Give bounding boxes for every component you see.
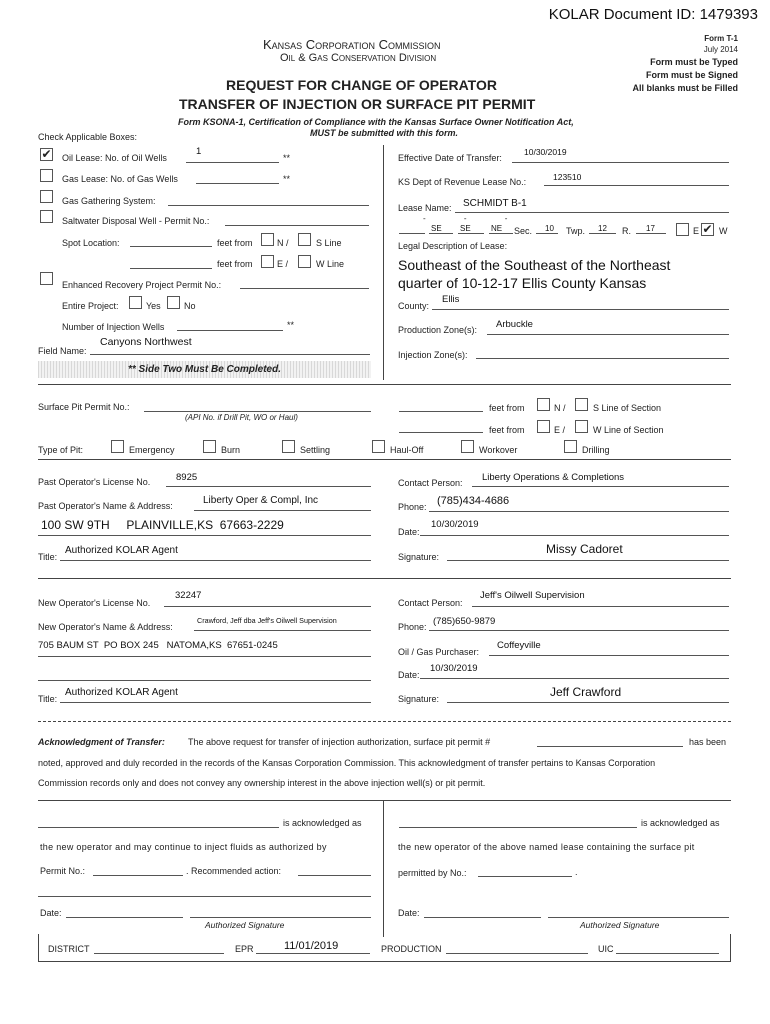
new-signature-value: Jeff Crawford xyxy=(550,685,622,699)
ack-right-date-field[interactable] xyxy=(424,917,541,918)
sec-value: 10 xyxy=(545,224,554,233)
lease-name-field[interactable] xyxy=(455,212,729,213)
past-name-value: Liberty Oper & Compl, Inc xyxy=(203,495,319,506)
ack-left-is-ack: is acknowledged as xyxy=(283,818,362,828)
requirement-signed: Form must be Signed xyxy=(645,70,738,80)
quarter-1-value: SE xyxy=(431,224,442,233)
epr-field[interactable] xyxy=(256,953,370,954)
new-purchaser-field[interactable] xyxy=(489,655,729,656)
gas-gathering-checkbox[interactable] xyxy=(40,190,53,203)
kolar-doc-id: KOLAR Document ID: 1479393 xyxy=(548,6,758,23)
past-contact-field[interactable] xyxy=(472,486,729,487)
spot-feet-from-1: feet from xyxy=(217,238,253,248)
past-signature-label: Signature: xyxy=(398,552,440,562)
new-date-label: Date: xyxy=(398,670,420,680)
past-contact-label: Contact Person: xyxy=(398,478,463,488)
field-name-value: Canyons Northwest xyxy=(100,336,192,348)
swd-checkbox[interactable] xyxy=(40,210,53,223)
epr-label: EPR xyxy=(235,944,254,954)
form-title-2: TRANSFER OF INJECTION OR SURFACE PIT PERMIT xyxy=(179,96,536,112)
requirement-filled: All blanks must be Filled xyxy=(632,83,738,93)
past-phone-field[interactable] xyxy=(429,511,729,512)
ack-left-permit-field[interactable] xyxy=(93,875,183,876)
twp-field[interactable] xyxy=(589,233,616,234)
spot-s-label: S Line xyxy=(316,238,342,248)
injection-wells-field[interactable] xyxy=(177,330,283,331)
gas-wells-star: ** xyxy=(283,174,291,184)
production-zone-value: Arbuckle xyxy=(496,319,533,330)
county-label: County: xyxy=(398,301,430,311)
past-name-field[interactable] xyxy=(194,510,371,511)
past-license-value: 8925 xyxy=(176,472,198,483)
form-number: Form T-1 xyxy=(704,34,738,43)
gas-gathering-field[interactable] xyxy=(168,205,369,206)
ks-revenue-value: 123510 xyxy=(553,172,582,182)
new-contact-value: Jeff's Oilwell Supervision xyxy=(480,590,585,601)
legal-description-label: Legal Description of Lease: xyxy=(398,241,508,251)
entire-no-label: No xyxy=(184,301,196,311)
quarter-dashes: - - - xyxy=(423,214,526,223)
agency-name: Kansas Corporation Commission xyxy=(263,37,441,52)
spot-s-checkbox[interactable] xyxy=(298,233,311,246)
past-date-field[interactable] xyxy=(420,535,729,536)
past-title-field[interactable] xyxy=(60,560,371,561)
new-license-label: New Operator's License No. xyxy=(38,598,151,608)
ack-left-sig-field[interactable] xyxy=(190,917,371,918)
past-license-label: Past Operator's License No. xyxy=(38,477,151,487)
range-e-checkbox[interactable] xyxy=(676,223,689,236)
sec-field[interactable] xyxy=(536,233,558,234)
ack-right-auth-sig: Authorized Signature xyxy=(580,920,660,930)
entire-yes-label: Yes xyxy=(146,301,161,311)
pit-ns-feet-field[interactable] xyxy=(399,411,483,412)
pit-permit-hint: (API No. if Drill Pit, WO or Haul) xyxy=(185,413,298,422)
range-w-checkbox[interactable]: ✔ xyxy=(702,222,713,236)
new-purchaser-value: Coffeyville xyxy=(497,640,541,651)
spot-w-checkbox[interactable] xyxy=(298,255,311,268)
spot-ew-feet-field[interactable] xyxy=(130,268,212,269)
pit-type-hauloff-label: Haul-Off xyxy=(390,445,424,455)
injection-zone-label: Injection Zone(s): xyxy=(398,350,468,360)
pit-type-workover-label: Workover xyxy=(479,445,518,455)
spot-e-checkbox[interactable] xyxy=(261,255,274,268)
effective-date-value: 10/30/2019 xyxy=(524,147,567,157)
new-date-field[interactable] xyxy=(420,678,729,679)
ksona-notice-1: Form KSONA-1, Certification of Compliance with the Kansas Surface Owner Notification Act, xyxy=(178,117,574,127)
oil-wells-value: 1 xyxy=(196,146,202,157)
gas-lease-checkbox[interactable] xyxy=(40,169,53,182)
field-name-label: Field Name: xyxy=(38,346,87,356)
check-boxes-label: Check Applicable Boxes: xyxy=(38,132,138,142)
entire-project-label: Entire Project: xyxy=(62,301,119,311)
new-phone-label: Phone: xyxy=(398,622,427,632)
new-address-field-2[interactable] xyxy=(38,680,371,681)
ack-left-action-field[interactable] xyxy=(298,875,371,876)
range-label: R. xyxy=(622,226,631,236)
new-signature-label: Signature: xyxy=(398,694,440,704)
pit-type-emergency-checkbox[interactable] xyxy=(111,440,124,453)
pit-type-burn-label: Burn xyxy=(221,445,241,455)
ack-right-sig-field[interactable] xyxy=(548,917,729,918)
effective-date-field[interactable] xyxy=(512,162,729,163)
ack-right-permitted-label: permitted by No.: xyxy=(398,868,467,878)
ks-revenue-field[interactable] xyxy=(544,185,729,186)
spot-ns-feet-field[interactable] xyxy=(130,246,212,247)
quarter-4-field[interactable] xyxy=(489,233,513,234)
oil-wells-star: ** xyxy=(283,153,291,163)
new-date-value: 10/30/2019 xyxy=(430,663,478,674)
section-divider-5 xyxy=(38,800,731,801)
range-e-label: E xyxy=(693,226,700,236)
ack-has-been: has been xyxy=(689,737,727,747)
oil-lease-checkbox[interactable]: ✔ xyxy=(41,147,52,161)
county-field[interactable] xyxy=(432,309,729,310)
new-signature-field[interactable] xyxy=(447,702,729,703)
spot-w-label: W Line xyxy=(316,259,345,269)
twp-value: 12 xyxy=(598,224,607,233)
past-signature-field[interactable] xyxy=(447,560,729,561)
spot-n-label: N / xyxy=(277,238,289,248)
ack-left-text: the new operator and may continue to inject fluids as authorized by xyxy=(40,842,327,852)
pit-feet-from-1: feet from xyxy=(489,403,525,413)
range-value: 17 xyxy=(646,224,655,233)
uic-field[interactable] xyxy=(616,953,719,954)
pit-s-checkbox[interactable] xyxy=(575,398,588,411)
pit-w-label: W Line of Section xyxy=(593,425,664,435)
pit-ew-feet-field[interactable] xyxy=(399,432,483,433)
new-name-field[interactable] xyxy=(194,630,371,631)
past-phone-label: Phone: xyxy=(398,502,427,512)
ack-text-2: noted, approved and duly recorded in the records of the Kansas Corporation Commission. This acknowledgment of transfer pertains to Kansas Corporation xyxy=(38,758,656,768)
new-address-value: 705 BAUM ST PO BOX 245 NATOMA,KS 67651-0245 xyxy=(38,640,278,651)
uic-label: UIC xyxy=(598,944,614,954)
past-title-value: Authorized KOLAR Agent xyxy=(65,545,178,556)
section-divider-2 xyxy=(38,459,731,460)
eor-permit-field[interactable] xyxy=(240,288,369,289)
production-zone-field[interactable] xyxy=(487,334,729,335)
pit-n-checkbox[interactable] xyxy=(537,398,550,411)
new-title-label: Title: xyxy=(38,694,58,704)
ack-left-auth-sig: Authorized Signature xyxy=(205,920,285,930)
effective-date-label: Effective Date of Transfer: xyxy=(398,153,502,163)
injection-zone-field[interactable] xyxy=(476,358,729,359)
ack-left-recommended: . Recommended action: xyxy=(186,866,282,876)
quarter-2-field[interactable] xyxy=(429,233,453,234)
past-contact-value: Liberty Operations & Completions xyxy=(482,472,625,483)
past-title-label: Title: xyxy=(38,552,58,562)
pit-type-drilling-checkbox[interactable] xyxy=(564,440,577,453)
ack-right-date-label: Date: xyxy=(398,908,420,918)
ack-right-permitted-field[interactable] xyxy=(478,876,572,877)
pit-permit-label: Surface Pit Permit No.: xyxy=(38,402,130,412)
past-date-label: Date: xyxy=(398,527,420,537)
new-phone-value: (785)650-9879 xyxy=(433,616,496,627)
ack-left-permit-label: Permit No.: xyxy=(40,866,86,876)
ack-column-divider xyxy=(383,800,384,937)
pit-e-label: E / xyxy=(554,425,566,435)
side-two-banner: ** Side Two Must Be Completed. xyxy=(38,361,371,378)
past-address-field[interactable] xyxy=(38,535,371,536)
ack-right-period: . xyxy=(575,867,578,877)
injection-wells-star: ** xyxy=(287,320,295,330)
district-label: DISTRICT xyxy=(48,944,90,954)
gas-gathering-label: Gas Gathering System: xyxy=(62,196,156,206)
pit-type-settling-label: Settling xyxy=(300,445,331,455)
swd-permit-field[interactable] xyxy=(225,225,369,226)
pit-type-drilling-label: Drilling xyxy=(582,445,610,455)
eor-checkbox[interactable] xyxy=(40,272,53,285)
district-field[interactable] xyxy=(94,953,224,954)
new-address-field[interactable] xyxy=(38,656,371,657)
gas-wells-field[interactable] xyxy=(196,183,279,184)
ack-left-name-field[interactable] xyxy=(38,827,279,828)
range-field[interactable] xyxy=(636,233,666,234)
entire-no-checkbox[interactable] xyxy=(167,296,180,309)
section-divider-1 xyxy=(38,384,731,385)
gas-lease-label: Gas Lease: No. of Gas Wells xyxy=(62,174,178,184)
pit-type-settling-checkbox[interactable] xyxy=(282,440,295,453)
new-contact-label: Contact Person: xyxy=(398,598,463,608)
column-divider xyxy=(383,145,384,380)
ack-right-name-field[interactable] xyxy=(399,827,637,828)
past-phone-value: (785)434-4686 xyxy=(437,495,510,507)
ksona-notice-2: MUST be submitted with this form. xyxy=(310,128,458,138)
spot-location-label: Spot Location: xyxy=(62,238,120,248)
new-purchaser-label: Oil / Gas Purchaser: xyxy=(398,647,480,657)
past-signature-value: Missy Cadoret xyxy=(546,542,623,556)
legal-description-line-2: quarter of 10-12-17 Ellis County Kansas xyxy=(398,275,647,291)
ack-right-text: the new operator of the above named lease containing the surface pit xyxy=(398,842,695,852)
new-name-value: Crawford, Jeff dba Jeff's Oilwell Supervision xyxy=(197,616,337,625)
form-title-1: REQUEST FOR CHANGE OF OPERATOR xyxy=(226,77,497,93)
pit-type-emergency-label: Emergency xyxy=(129,445,175,455)
section-divider-4 xyxy=(38,721,731,722)
pit-feet-from-2: feet from xyxy=(489,425,525,435)
new-title-value: Authorized KOLAR Agent xyxy=(65,687,178,698)
quarter-3-value: NE xyxy=(491,224,503,233)
ack-right-is-ack: is acknowledged as xyxy=(641,818,720,828)
twp-label: Twp. xyxy=(566,226,586,236)
past-date-value: 10/30/2019 xyxy=(431,519,479,530)
past-name-label: Past Operator's Name & Address: xyxy=(38,501,173,511)
production-zone-label: Production Zone(s): xyxy=(398,325,478,335)
new-phone-field[interactable] xyxy=(429,630,729,631)
pit-e-checkbox[interactable] xyxy=(537,420,550,433)
epr-value: 11/01/2019 xyxy=(284,940,339,952)
pit-type-burn-checkbox[interactable] xyxy=(203,440,216,453)
ack-left-date-field[interactable] xyxy=(66,917,183,918)
new-license-value: 32247 xyxy=(175,590,202,601)
lease-name-label: Lease Name: xyxy=(398,203,452,213)
lease-name-value: SCHMIDT B-1 xyxy=(463,198,527,209)
past-address-value: 100 SW 9TH PLAINVILLE,KS 67663-2229 xyxy=(41,518,284,532)
new-license-field[interactable] xyxy=(164,606,371,607)
range-w-label: W xyxy=(719,226,728,236)
quarter-3-field[interactable] xyxy=(458,233,484,234)
ack-left-date-label: Date: xyxy=(40,908,62,918)
ack-left-action-field-2[interactable] xyxy=(38,896,371,897)
swd-label: Saltwater Disposal Well - Permit No.: xyxy=(62,216,210,226)
pit-permit-field[interactable] xyxy=(144,411,371,412)
division-name: Oil & Gas Conservation Division xyxy=(280,52,437,64)
new-contact-field[interactable] xyxy=(472,606,729,607)
eor-label: Enhanced Recovery Project Permit No.: xyxy=(62,280,222,290)
pit-s-label: S Line of Section xyxy=(593,403,662,413)
spot-feet-from-2: feet from xyxy=(217,259,253,269)
ack-heading: Acknowledgment of Transfer: xyxy=(38,737,165,747)
production-label: PRODUCTION xyxy=(381,944,442,954)
pit-type-hauloff-checkbox[interactable] xyxy=(372,440,385,453)
ks-revenue-label: KS Dept of Revenue Lease No.: xyxy=(398,177,527,187)
new-name-label: New Operator's Name & Address: xyxy=(38,622,173,632)
spot-e-label: E / xyxy=(277,259,289,269)
county-value: Ellis xyxy=(442,294,460,305)
requirement-typed: Form must be Typed xyxy=(650,57,738,67)
legal-description-line-1: Southeast of the Southeast of the Northeast xyxy=(398,257,671,273)
entire-yes-checkbox[interactable] xyxy=(129,296,142,309)
ack-pit-permit-field[interactable] xyxy=(537,746,683,747)
spot-n-checkbox[interactable] xyxy=(261,233,274,246)
oil-wells-field[interactable] xyxy=(186,162,279,163)
section-divider-3 xyxy=(38,578,731,579)
form-date: July 2014 xyxy=(703,45,738,54)
pit-type-label: Type of Pit: xyxy=(38,445,84,455)
pit-n-label: N / xyxy=(554,403,566,413)
oil-lease-label: Oil Lease: No. of Oil Wells xyxy=(62,153,167,163)
production-field[interactable] xyxy=(446,953,588,954)
new-title-field[interactable] xyxy=(60,702,371,703)
ack-text-1: The above request for transfer of injection authorization, surface pit permit # xyxy=(188,737,491,747)
sec-label: Sec. xyxy=(514,226,533,236)
field-name-field[interactable] xyxy=(90,354,370,355)
pit-type-workover-checkbox[interactable] xyxy=(461,440,474,453)
ack-text-3: Commission records only and does not convey any ownership interest in the above injection well(s) or pit permit. xyxy=(38,778,486,788)
quarter-1-field[interactable] xyxy=(399,233,425,234)
injection-wells-label: Number of Injection Wells xyxy=(62,322,165,332)
quarter-2-value: SE xyxy=(460,224,471,233)
past-license-field[interactable] xyxy=(166,486,371,487)
pit-w-checkbox[interactable] xyxy=(575,420,588,433)
